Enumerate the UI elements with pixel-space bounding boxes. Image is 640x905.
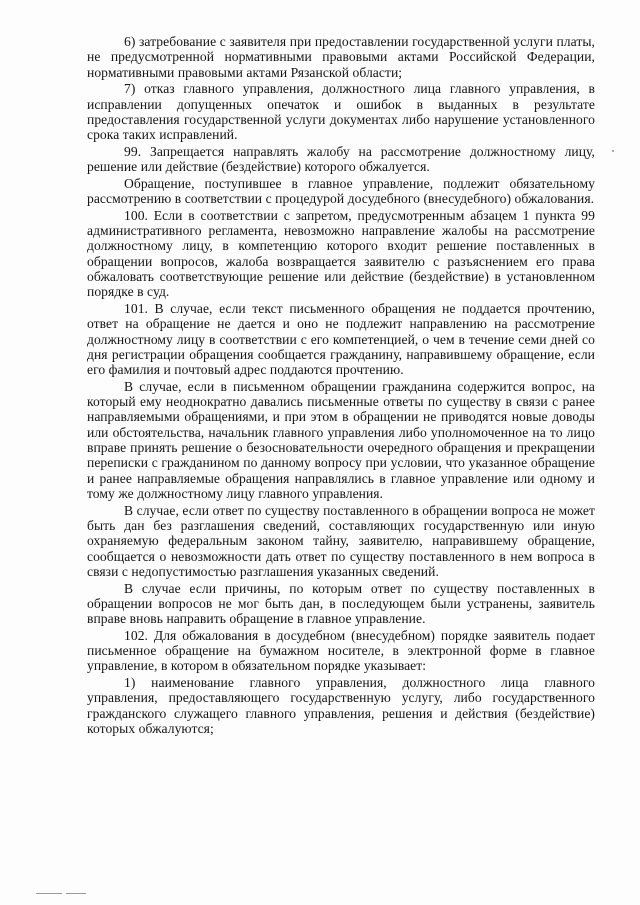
paragraph-101-repeat: В случае, если в письменном обращении гражданина содержится вопрос, на который ему неоднократно давались письменные ответы по существу в связи с ранее направляемыми обращениями, и при этом в обращении не приводятся новые доводы или обстоятельства, начальник главного управления либо уполномоченное на то лицо вправе принять решение о безосновательности очередного обращения и прекращении переписки с гражданином по данному вопросу при условии, что указанное обращение и ранее направляемые обращения направлялись в главное управление или одному и тому же должностному лицу главного управления. [87,378,595,501]
paragraph-99-appeal: Обращение, поступившее в главное управление, подлежит обязательному рассмотрению в соответствии с процедурой досудебного (внесудебного) обжалования. [87,175,595,207]
paragraph-101: 101. В случае, если текст письменного обращения не поддается прочтению, ответ на обращение не дается и оно не подлежит направлению на рассмотрение должностному лицу в соответствии с его компетенцией, о чем в течение семи дней со дня регистрации обращения сообщается гражданину, направившему обращение, если его фамилия и почтовый адрес поддаются прочтению. [87,301,595,378]
paragraph-item-6: 6) затребование с заявителя при предоставлении государственной услуги платы, не предусмотренной нормативными правовыми актами Российской Федерации, нормативными правовыми актами Рязанской области; [87,34,595,80]
paragraph-99: 99. Запрещается направлять жалобу на рассмотрение должностному лицу, решение или действие (бездействие) которого обжалуется. [87,143,595,175]
paragraph-100: 100. Если в соответствии с запретом, предусмотренным абзацем 1 пункта 99 административного регламента, невозможно направление жалобы на рассмотрение должностному лицу, в компетенцию которого входит решение поставленных в обращении вопросов, жалоба возвращается заявителю с разъяснением его права обжаловать соответствующие решение или действие (бездействие) в установленном порядке в суд. [87,207,595,300]
paragraph-101-secret: В случае, если ответ по существу поставленного в обращении вопроса не может быть дан без разглашения сведений, составляющих государственную или иную охраняемую федеральным законом тайну, заявителю, направившему обращение, сообщается о невозможности дать ответ по существу поставленного в нем вопроса в связи с недопустимостью разглашения указанных сведений. [87,502,595,579]
scan-artifact-dot [612,150,614,152]
paragraph-101-resolved: В случае если причины, по которым ответ по существу поставленных в обращении вопросов не мог быть дан, в последующем были устранены, заявитель вправе вновь направить обращение в главное управление. [87,580,595,627]
paragraph-102: 102. Для обжалования в досудебном (внесудебном) порядке заявитель подает письменное обращение на бумажном носителе, в электронной форме в главное управление, в котором в обязательном порядке указывает: [87,627,595,674]
paragraph-item-7: 7) отказ главного управления, должностного лица главного управления, в исправлении допущенных опечаток и ошибок в выданных в результате предоставления государственной услуги документах либо нарушение установленного срока таких исправлений. [87,81,595,143]
paragraph-102-item-1: 1) наименование главного управления, должностного лица главного управления, предоставляющего государственную услугу, либо государственного гражданского служащего главного управления, решения и действия (бездействие) которых обжалуются; [87,675,595,736]
scan-artifact-line [66,893,86,894]
document-body [87,34,595,738]
scan-artifact-line [36,893,62,894]
